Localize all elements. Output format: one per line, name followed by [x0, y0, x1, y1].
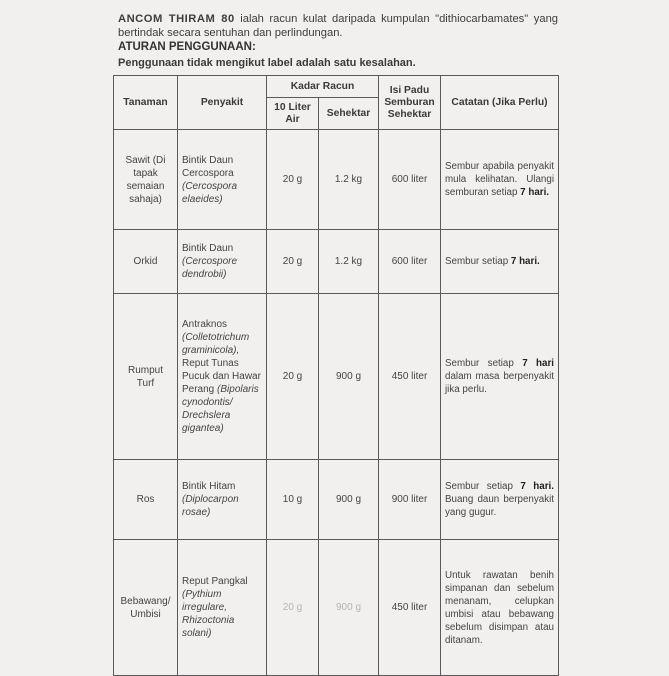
catatan-cell — [441, 230, 559, 294]
tanaman-cell: Sawit (Di tapak semaian sahaja) — [114, 130, 178, 230]
penyakit-latin-2: (Bipolaris cynodontis/ Drechslera gigantea) — [182, 384, 259, 434]
isi-padu-cell: 450 liter — [379, 294, 441, 460]
table-row — [114, 130, 559, 230]
table-row — [114, 294, 559, 460]
header-sehektar: Sehektar — [319, 98, 379, 130]
table-row — [114, 460, 559, 540]
tanaman-cell: Ros — [114, 460, 178, 540]
sehektar-cell: 1.2 kg — [319, 230, 379, 294]
catatan-text: Untuk rawatan benih simpanan dan sebelum menanam, celupkan umbisi atau bebawang sebelum disimpan atau ditanam. — [445, 569, 554, 646]
usage-table — [113, 75, 559, 676]
tanaman-cell: Bebawang/ Umbisi — [114, 540, 178, 676]
sehektar-cell: 900 g — [319, 540, 379, 676]
penyakit-cell — [178, 294, 267, 460]
penyakit-latin: (Cercospore dendrobii) — [182, 256, 238, 280]
isi-padu-cell: 450 liter — [379, 540, 441, 676]
product-intro — [118, 12, 558, 40]
header-kadar-racun: Kadar Racun — [267, 76, 379, 98]
catatan-cell — [441, 130, 559, 230]
sehektar-cell: 1.2 kg — [319, 130, 379, 230]
air-cell: 20 g — [267, 130, 319, 230]
sehektar-cell: 900 g — [319, 294, 379, 460]
tanaman-cell: Orkid — [114, 230, 178, 294]
catatan-after: Buang daun berpenyakit yang gugur. — [445, 494, 554, 518]
usage-heading: ATURAN PENGGUNAAN: — [118, 41, 256, 53]
catatan-text: Sembur apabila penyakit mula kelihatan. Ulangi semburan setiap — [445, 161, 554, 198]
table-row — [114, 540, 559, 676]
isi-padu-cell: 600 liter — [379, 230, 441, 294]
isi-padu-cell: 900 liter — [379, 460, 441, 540]
penyakit-name: Bintik Daun Cercospora — [182, 154, 234, 179]
catatan-cell — [441, 460, 559, 540]
air-cell: 20 g — [267, 230, 319, 294]
catatan-text: Sembur setiap — [445, 481, 513, 492]
header-catatan: Catatan (Jika Perlu) — [441, 76, 559, 130]
header-isi-padu: Isi Padu Semburan Sehektar — [379, 76, 441, 130]
catatan-after: dalam masa berpenyakit jika perlu. — [445, 371, 554, 395]
penyakit-cell — [178, 130, 267, 230]
table-row — [114, 230, 559, 294]
product-description: ialah racun kulat daripada kumpulan "dithiocarbamates" yang bertindak secara sentuhan dan perlindungan. — [118, 13, 559, 39]
catatan-interval: 7 hari. — [510, 256, 540, 267]
penyakit-cell — [178, 460, 267, 540]
penyakit-cell — [178, 230, 267, 294]
penyakit-name: Antraknos — [182, 319, 228, 330]
penyakit-latin: (Colletotrichum graminicola), — [182, 332, 250, 356]
penyakit-cell — [178, 540, 267, 676]
catatan-interval: 7 hari. — [520, 481, 554, 492]
penyakit-name: Reput Pangkal — [182, 576, 248, 587]
penyakit-name-2: Reput Tunas Pucuk dan Hawar Perang — [182, 358, 261, 395]
header-penyakit: Penyakit — [178, 76, 267, 130]
catatan-interval: 7 hari — [522, 358, 554, 369]
penyakit-latin: (Cercospora elaeides) — [182, 180, 238, 205]
catatan-interval: 7 hari. — [520, 187, 550, 198]
penyakit-latin: (Pythium irregulare, Rhizoctonia solani) — [182, 589, 235, 639]
product-name: ANCOM THIRAM 80 — [118, 13, 235, 25]
air-cell: 10 g — [267, 460, 319, 540]
catatan-cell — [441, 540, 559, 676]
label-warning: Penggunaan tidak mengikut label adalah satu kesalahan. — [118, 57, 416, 69]
sehektar-cell: 900 g — [319, 460, 379, 540]
catatan-text: Sembur setiap — [445, 358, 514, 369]
isi-padu-cell: 600 liter — [379, 130, 441, 230]
catatan-text: Sembur setiap — [445, 256, 509, 267]
penyakit-latin: (Diplocarpon rosae) — [182, 494, 239, 518]
tanaman-cell: Rumput Turf — [114, 294, 178, 460]
penyakit-name: Bintik Daun — [182, 243, 234, 254]
header-tanaman: Tanaman — [114, 76, 178, 130]
header-10-liter-air: 10 Liter Air — [267, 98, 319, 130]
air-cell: 20 g — [267, 540, 319, 676]
air-cell: 20 g — [267, 294, 319, 460]
catatan-cell — [441, 294, 559, 460]
penyakit-name: Bintik Hitam — [182, 481, 236, 492]
